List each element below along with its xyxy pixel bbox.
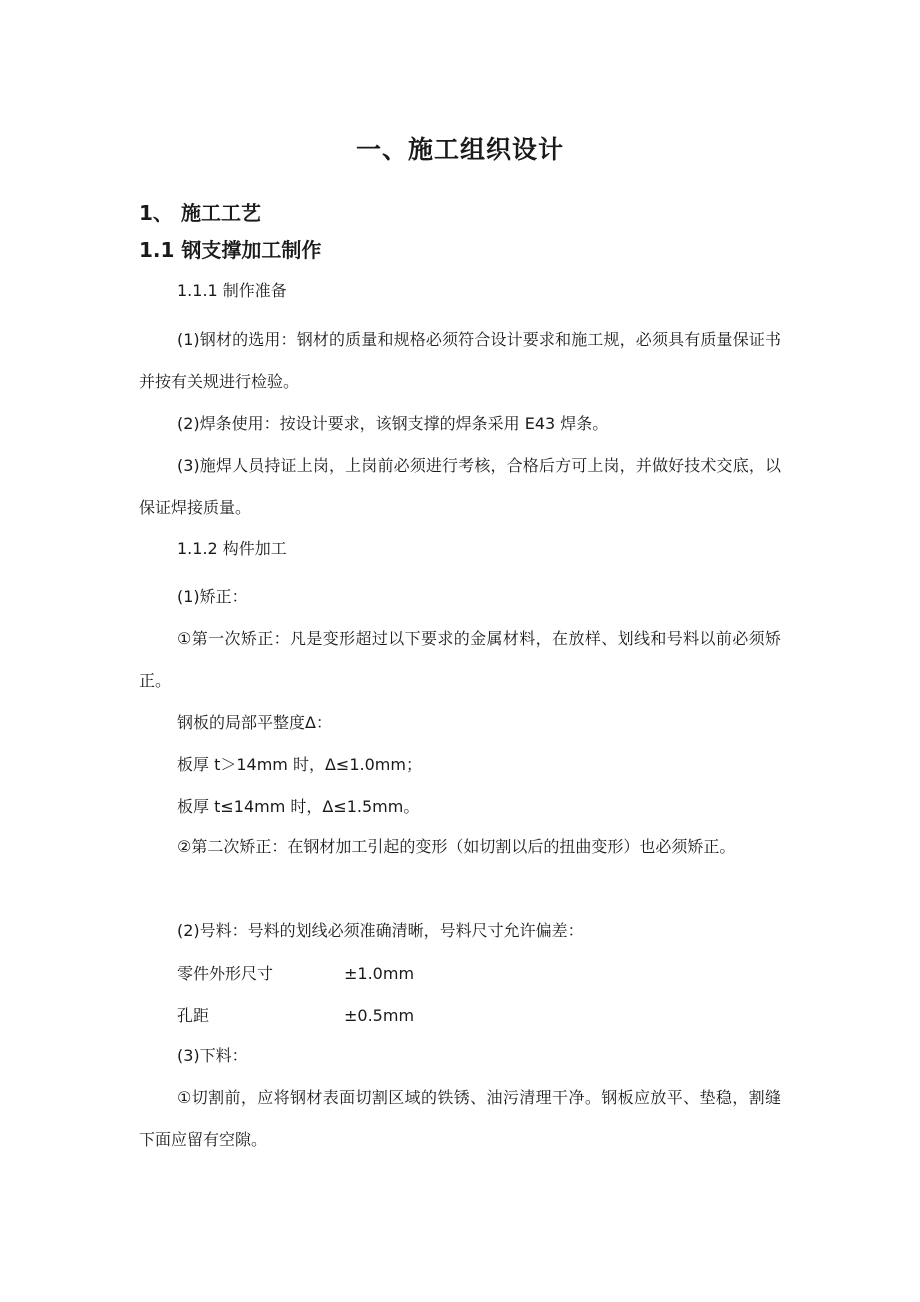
section-number: 1、 bbox=[139, 201, 173, 225]
tolerance-label: 零件外形尺寸 bbox=[177, 964, 274, 983]
line-thickness-over-14: 板厚 t＞14mm 时，Δ≤1.0mm； bbox=[177, 755, 422, 774]
subsection-heading-1-1-1: 1.1.1 制作准备 bbox=[177, 281, 287, 300]
section-title: 施工工艺 bbox=[181, 201, 261, 225]
tolerance-row bbox=[177, 961, 414, 987]
paragraph-cutting: (3)下料： bbox=[177, 1046, 248, 1065]
tolerance-label: 孔距 bbox=[177, 1006, 210, 1025]
document-title: 一、施工组织设计 bbox=[355, 135, 564, 164]
paragraph-straightening: (1)矫正： bbox=[177, 587, 248, 606]
tolerance-value: ±0.5mm bbox=[344, 1006, 415, 1025]
section-heading-1-1: 1.1 钢支撑加工制作 bbox=[139, 238, 322, 262]
tolerance-value: ±1.0mm bbox=[344, 964, 415, 983]
section-heading-1 bbox=[139, 198, 261, 228]
line-thickness-under-14: 板厚 t≤14mm 时，Δ≤1.5mm。 bbox=[177, 797, 420, 816]
subsection-heading-1-1-2: 1.1.2 构件加工 bbox=[177, 539, 287, 558]
paragraph-cutting-preparation: ①切割前，应将钢材表面切割区域的铁锈、油污清理干净。钢板应放平、垫稳，割缝下面应留有空隙。 bbox=[139, 1088, 781, 1149]
paragraph-second-straightening: ②第二次矫正：在钢材加工引起的变形（如切割以后的扭曲变形）也必须矫正。 bbox=[177, 837, 736, 856]
tolerance-row bbox=[177, 1003, 414, 1029]
line-plate-flatness: 钢板的局部平整度Δ： bbox=[177, 713, 332, 732]
paragraph-electrode-use: (2)焊条使用：按设计要求，该钢支撑的焊条采用 E43 焊条。 bbox=[177, 414, 609, 433]
paragraph-welder-certification: (3)施焊人员持证上岗，上岗前必须进行考核，合格后方可上岗，并做好技术交底，以保证焊接质量。 bbox=[139, 456, 781, 517]
paragraph-marking: (2)号料：号料的划线必须准确清晰，号料尺寸允许偏差： bbox=[177, 921, 584, 940]
paragraph-first-straightening: ①第一次矫正：凡是变形超过以下要求的金属材料，在放样、划线和号料以前必须矫正。 bbox=[139, 629, 781, 690]
paragraph-steel-selection: (1)钢材的选用：钢材的质量和规格必须符合设计要求和施工规，必须具有质量保证书并按有关规进行检验。 bbox=[139, 330, 781, 391]
